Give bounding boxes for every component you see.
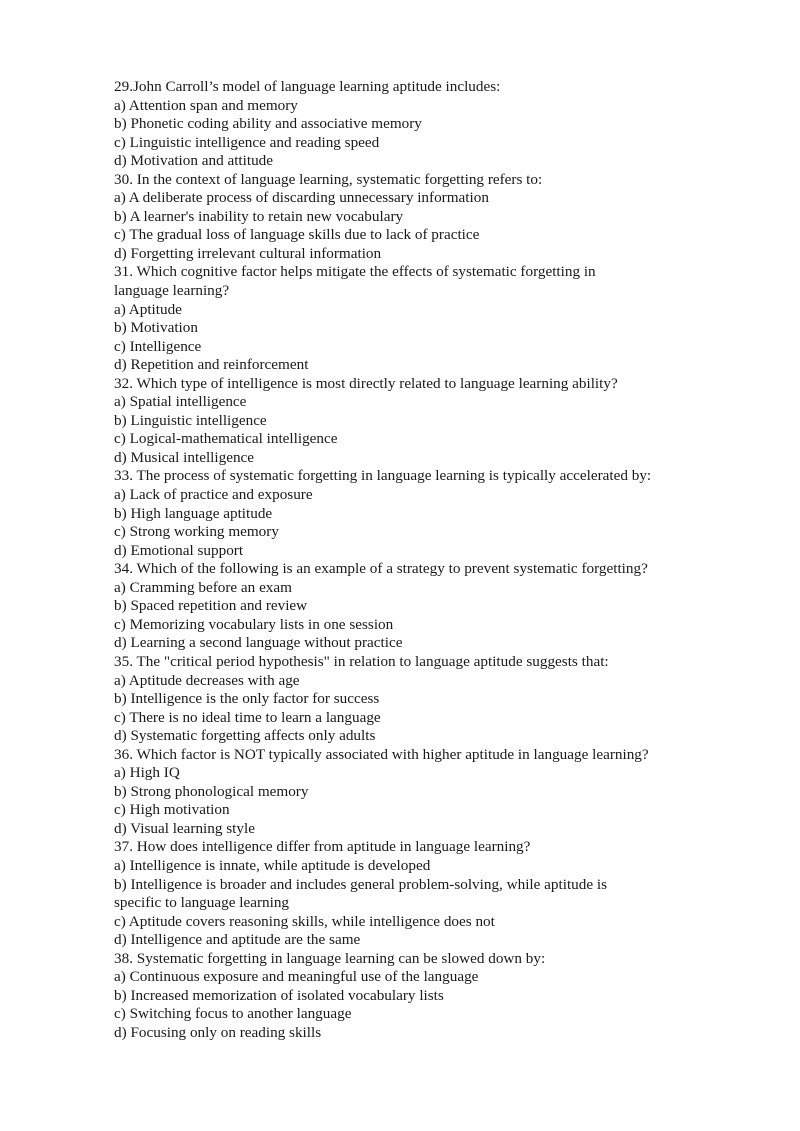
question-block [114,950,704,1043]
question-block [114,838,704,949]
answer-option: b) High language aptitude [114,504,273,522]
question-block [114,78,704,171]
answer-option: b) Spaced repetition and review [114,597,308,615]
answer-option: d) Motivation and attitude [114,152,274,170]
answer-option: d) Repetition and reinforcement [114,356,309,374]
question-block [114,263,704,374]
question-block [114,375,704,468]
answer-option: d) Visual learning style [114,819,255,837]
answer-option: c) Intelligence [114,337,202,355]
answer-option: a) Intelligence is innate, while aptitude is developed [114,856,431,874]
answer-option: d) Systematic forgetting affects only adults [114,727,376,745]
answer-option: b) Phonetic coding ability and associative memory [114,115,422,133]
question-text: 38. Systematic forgetting in language learning can be slowed down by: [114,949,546,967]
answer-option: b) Strong phonological memory [114,782,309,800]
answer-option: a) Spatial intelligence [114,393,247,411]
answer-option: d) Learning a second language without practice [114,634,403,652]
answer-option: a) Lack of practice and exposure [114,486,313,504]
answer-option: b) Intelligence is the only factor for success [114,690,380,708]
answer-option: c) Strong working memory [114,523,279,541]
question-block [114,653,704,746]
question-block [114,560,704,653]
answer-option: d) Forgetting irrelevant cultural information [114,244,382,262]
question-block [114,467,704,560]
answer-option: b) A learner's inability to retain new vocabulary [114,207,404,225]
answer-option: b) Motivation [114,319,198,337]
answer-option: c) Aptitude covers reasoning skills, while intelligence does not [114,912,495,930]
answer-option: c) High motivation [114,801,230,819]
question-block [114,171,704,264]
answer-option: c) Linguistic intelligence and reading speed [114,133,380,151]
answer-option: a) Continuous exposure and meaningful use of the language [114,968,479,986]
answer-option: b) Intelligence is broader and includes general problem-solving, while aptitude is specific to language learning [114,875,608,912]
answer-option: a) Aptitude decreases with age [114,671,300,689]
answer-option: d) Focusing only on reading skills [114,1023,322,1041]
answer-option: a) A deliberate process of discarding unnecessary information [114,189,489,207]
question-text: 35. The "critical period hypothesis" in relation to language aptitude suggests that: [114,652,609,670]
question-block [114,746,704,839]
answer-option: d) Emotional support [114,541,244,559]
answer-option: a) Attention span and memory [114,96,298,114]
question-text: 30. In the context of language learning, systematic forgetting refers to: [114,170,543,188]
answer-option: d) Musical intelligence [114,448,255,466]
answer-option: c) Memorizing vocabulary lists in one session [114,615,394,633]
answer-option: b) Linguistic intelligence [114,411,267,429]
question-text: 36. Which factor is NOT typically associated with higher aptitude in language learning? [114,745,649,763]
question-text: 31. Which cognitive factor helps mitigate the effects of systematic forgetting in language learning? [114,263,596,300]
question-text: 33. The process of systematic forgetting in language learning is typically accelerated by: [114,467,652,485]
answer-option: c) The gradual loss of language skills due to lack of practice [114,226,480,244]
answer-option: a) Aptitude [114,300,182,318]
answer-option: a) High IQ [114,764,180,782]
answer-option: b) Increased memorization of isolated vocabulary lists [114,986,444,1004]
answer-option: d) Intelligence and aptitude are the same [114,931,361,949]
question-text: 34. Which of the following is an example of a strategy to prevent systematic forgetting? [114,560,648,578]
question-text: 29.John Carroll’s model of language learning aptitude includes: [114,78,501,95]
answer-option: c) Switching focus to another language [114,1005,352,1023]
question-text: 32. Which type of intelligence is most directly related to language learning ability? [114,374,618,392]
answer-option: c) There is no ideal time to learn a language [114,708,381,726]
question-text: 37. How does intelligence differ from aptitude in language learning? [114,838,531,856]
answer-option: c) Logical-mathematical intelligence [114,430,338,448]
question-list [114,78,704,1042]
answer-option: a) Cramming before an exam [114,578,292,596]
